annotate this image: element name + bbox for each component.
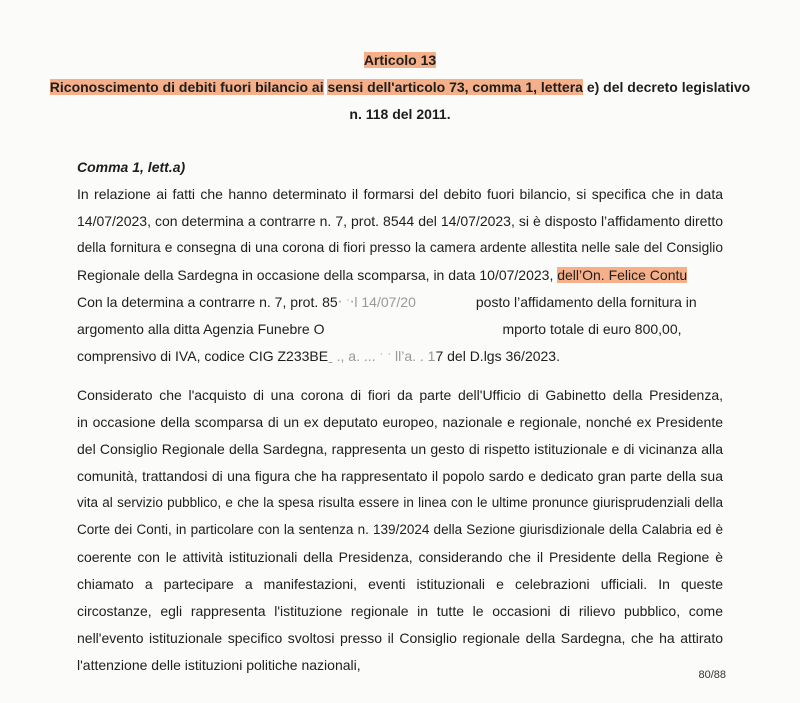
text-fragment: posto l’affidamento della fornitura in <box>475 294 697 310</box>
text-fragment: argomento alla ditta Agenzia Funebre O <box>77 321 325 337</box>
text-fragment: Con la determina a contrarre n. 7, prot. 85 <box>77 294 338 310</box>
article-heading <box>0 50 800 70</box>
page-number: 80/88 <box>698 669 726 681</box>
text-line: chiamato a partecipare a manifestazioni, eventi istituzionali e celebrazioni ufficiali. In queste <box>77 576 723 592</box>
title-rest: e) del decreto legislativo <box>582 79 751 95</box>
text-line: nell'evento istituzionale specifico svoltosi presso il Consiglio regionale della Sardegna, che ha attirato <box>77 630 723 646</box>
text-fragment: Regionale della Sardegna in occasione della scomparsa, in data 10/07/2023, <box>77 267 558 283</box>
redaction-blur <box>325 322 495 336</box>
text-fragment: mporto totale di euro 800,00, <box>502 321 682 337</box>
text-fragment: 7 del D.lgs 36/2023. <box>435 348 560 364</box>
text-fragment-faded: ˍ ., a. ... ˑ ˑ ll’a. . 1 <box>328 348 436 364</box>
article-title <box>0 77 800 97</box>
text-line: circostanze, egli rappresenta l'istituzione regionale in tutte le occasioni di rilievo pubblico, come <box>77 603 723 619</box>
title-highlight-1: Riconoscimento di debiti fuori bilancio ai <box>49 79 324 95</box>
text-fragment-faded: ‧ ˑ‧l 14/07/20 <box>337 294 416 310</box>
text-line: comunità, trattandosi di una figura che ha rappresentato il popolo sardo e dedicato gran parte della sua <box>77 468 723 484</box>
highlighted-name: dell’On. Felice Contu <box>557 267 688 283</box>
article-title-line-2: n. 118 del 2011. <box>349 106 451 122</box>
text-line <box>77 265 723 285</box>
text-line-redacted <box>77 346 723 366</box>
text-line: della fornitura e consegna di una corona di fiori presso la camera ardente allestita nelle sale del Consiglio <box>77 240 723 255</box>
text-fragment: comprensivo di IVA, codice CIG Z233BE <box>77 348 329 364</box>
text-line: vita al servizio pubblico, e che la spesa risulta essere in linea con le ultime pronunce giurisprudenziali della <box>77 495 723 510</box>
text-line: In relazione ai fatti che hanno determinato il formarsi del debito fuori bilancio, si specifica che in data <box>77 186 723 202</box>
text-line: Considerato che l'acquisto di una corona di fiori da parte dell'Ufficio di Gabinetto della Presidenza, <box>77 387 723 403</box>
article-number: Articolo 13 <box>363 52 437 68</box>
text-line: Corte dei Conti, in particolare con la sentenza n. 139/2024 della Sezione giurisdizionale della Calabria ed è <box>77 522 723 537</box>
text-line: 14/07/2023, con determina a contrarre n. 7, prot. 8544 del 14/07/2023, si è disposto l’affidamento diretto <box>77 213 723 229</box>
section-heading: Comma 1, lett.a) <box>77 159 186 175</box>
text-line-redacted <box>77 319 723 339</box>
text-line-redacted <box>77 292 723 312</box>
text-line: l'attenzione delle istituzioni politiche nazionali, <box>77 657 361 673</box>
text-line: coerente con le attività istituzionali della Presidenza, considerando che il Presidente della Regione è <box>77 549 723 565</box>
text-line: del Consiglio Regionale della Sardegna, rappresenta un gesto di rispetto istituzionale e di vicinanza alla <box>77 441 723 457</box>
text-line: in occasione della scomparsa di un ex deputato europeo, nazionale e regionale, nonché ex Presidente <box>77 414 723 430</box>
title-highlight-2: sensi dell'articolo 73, comma 1, lettera <box>327 79 583 95</box>
redaction-blur <box>416 295 476 309</box>
